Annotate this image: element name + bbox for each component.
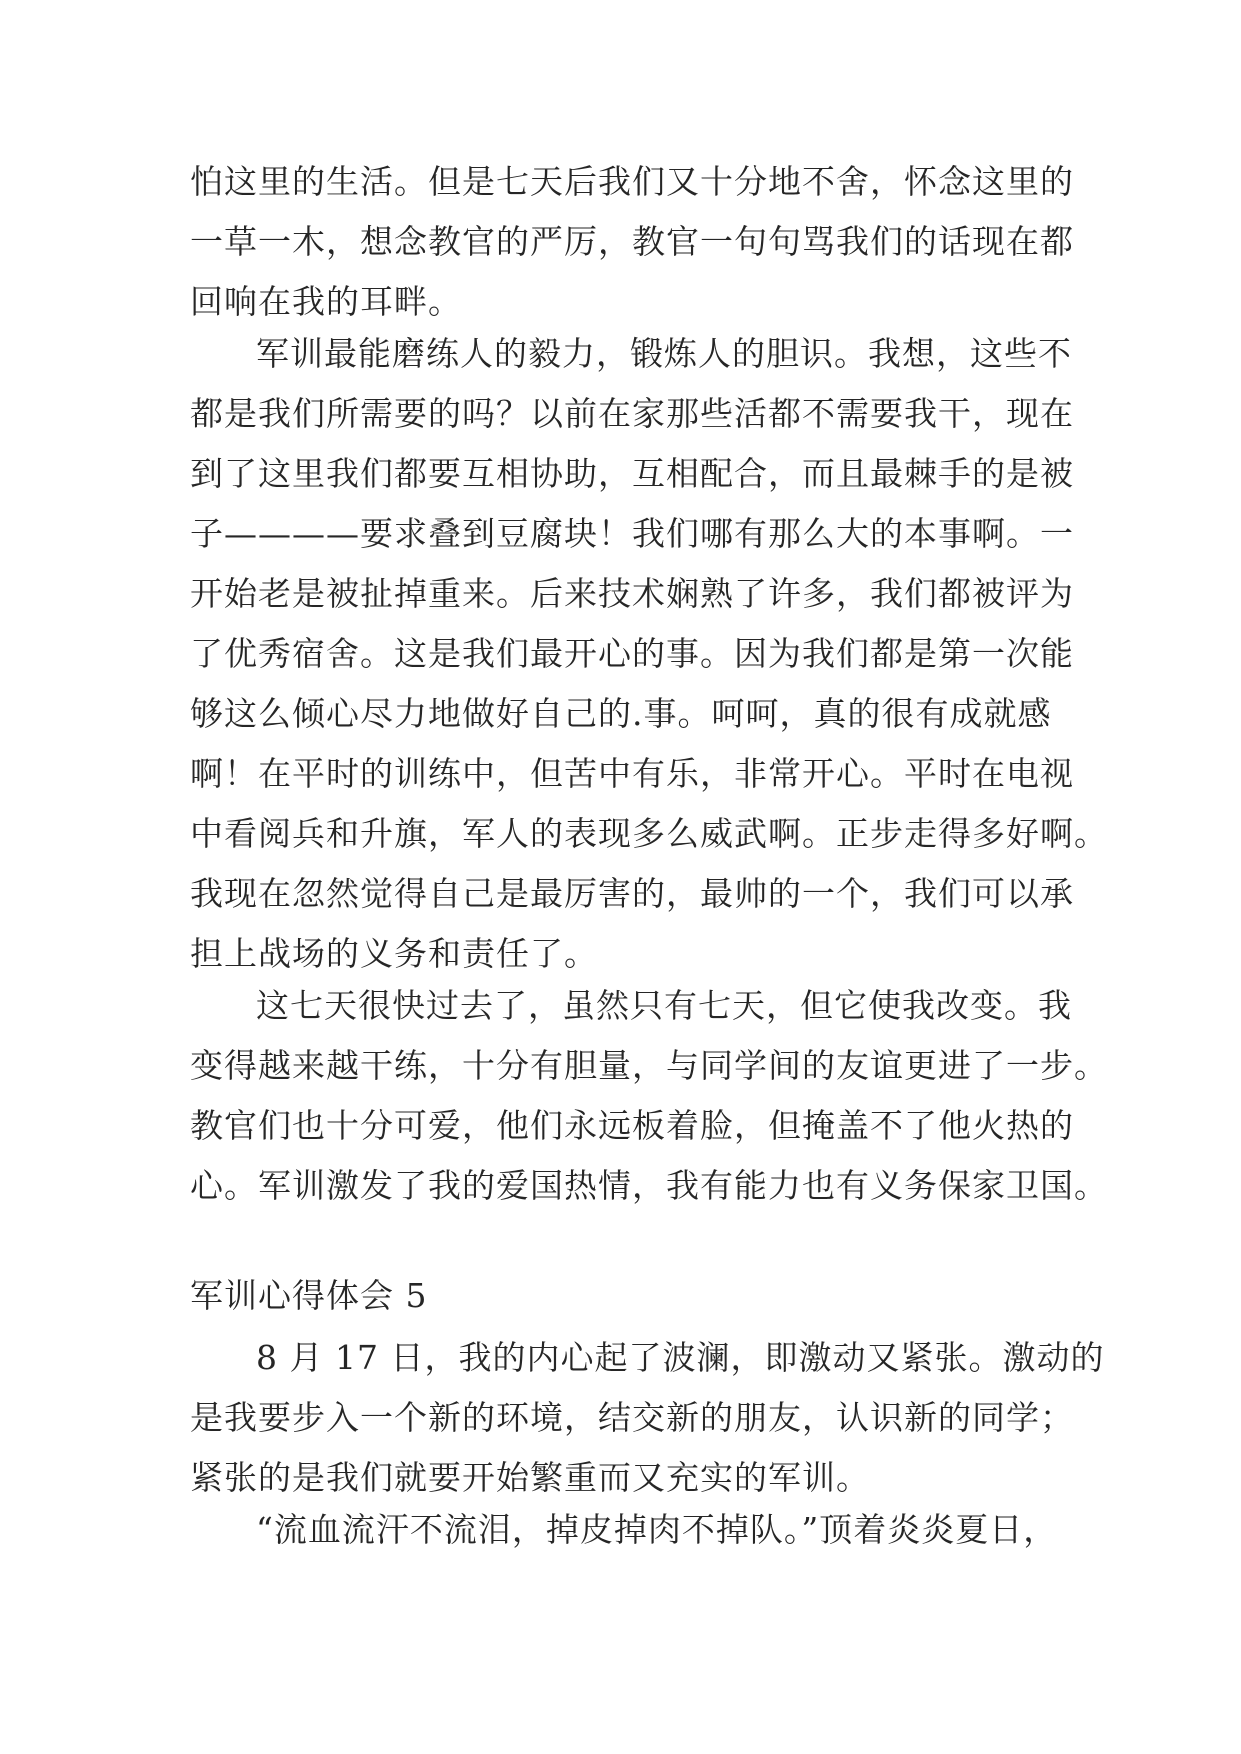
text-line: 啊！在平时的训练中，但苦中有乐，非常开心。平时在电视 — [190, 754, 1074, 793]
text-line: 中看阅兵和升旗，军人的表现多么威武啊。正步走得多好啊。 — [190, 814, 1108, 853]
text-line: 心。军训激发了我的爱国热情，我有能力也有义务保家卫国。 — [190, 1166, 1108, 1205]
paragraph-1 — [190, 152, 1074, 332]
paragraph-3 — [190, 976, 1108, 1216]
text-line: “流血流汗不流泪，掉皮掉肉不掉队。”顶着炎炎夏日， — [256, 1510, 1058, 1549]
text-line: 军训最能磨练人的毅力，锻炼人的胆识。我想，这些不 — [256, 334, 1072, 373]
section-paragraph-2 — [190, 1500, 1058, 1560]
paragraph-2 — [190, 324, 1108, 984]
text-line: 开始老是被扯掉重来。后来技术娴熟了许多，我们都被评为 — [190, 574, 1074, 613]
section-paragraph-1 — [190, 1328, 1105, 1508]
text-line: 够这么倾心尽力地做好自己的.事。呵呵，真的很有成就感 — [190, 694, 1052, 733]
text-line: 到了这里我们都要互相协助，互相配合，而且最棘手的是被 — [190, 454, 1074, 493]
text-line: 担上战场的义务和责任了。 — [190, 934, 598, 973]
text-line: 紧张的是我们就要开始繁重而又充实的军训。 — [190, 1458, 870, 1497]
text-line: 这七天很快过去了，虽然只有七天，但它使我改变。我 — [256, 986, 1072, 1025]
text-line: 子————要求叠到豆腐块！我们哪有那么大的本事啊。一 — [190, 514, 1074, 553]
text-line: 都是我们所需要的吗？以前在家那些活都不需要我干，现在 — [190, 394, 1074, 433]
text-line: 怕这里的生活。但是七天后我们又十分地不舍，怀念这里的 — [190, 162, 1074, 201]
text-line: 回响在我的耳畔。 — [190, 282, 462, 321]
section-heading: 军训心得体会 5 — [190, 1276, 428, 1315]
text-line: 一草一木，想念教官的严厉，教官一句句骂我们的话现在都 — [190, 222, 1074, 261]
text-line: 8 月 17 日，我的内心起了波澜，即激动又紧张。激动的 — [256, 1338, 1105, 1377]
text-line: 我现在忽然觉得自己是最厉害的，最帅的一个，我们可以承 — [190, 874, 1074, 913]
text-line: 了优秀宿舍。这是我们最开心的事。因为我们都是第一次能 — [190, 634, 1074, 673]
text-line: 变得越来越干练，十分有胆量，与同学间的友谊更进了一步。 — [190, 1046, 1108, 1085]
text-line: 是我要步入一个新的环境，结交新的朋友，认识新的同学； — [190, 1398, 1074, 1437]
text-line: 教官们也十分可爱，他们永远板着脸，但掩盖不了他火热的 — [190, 1106, 1074, 1145]
